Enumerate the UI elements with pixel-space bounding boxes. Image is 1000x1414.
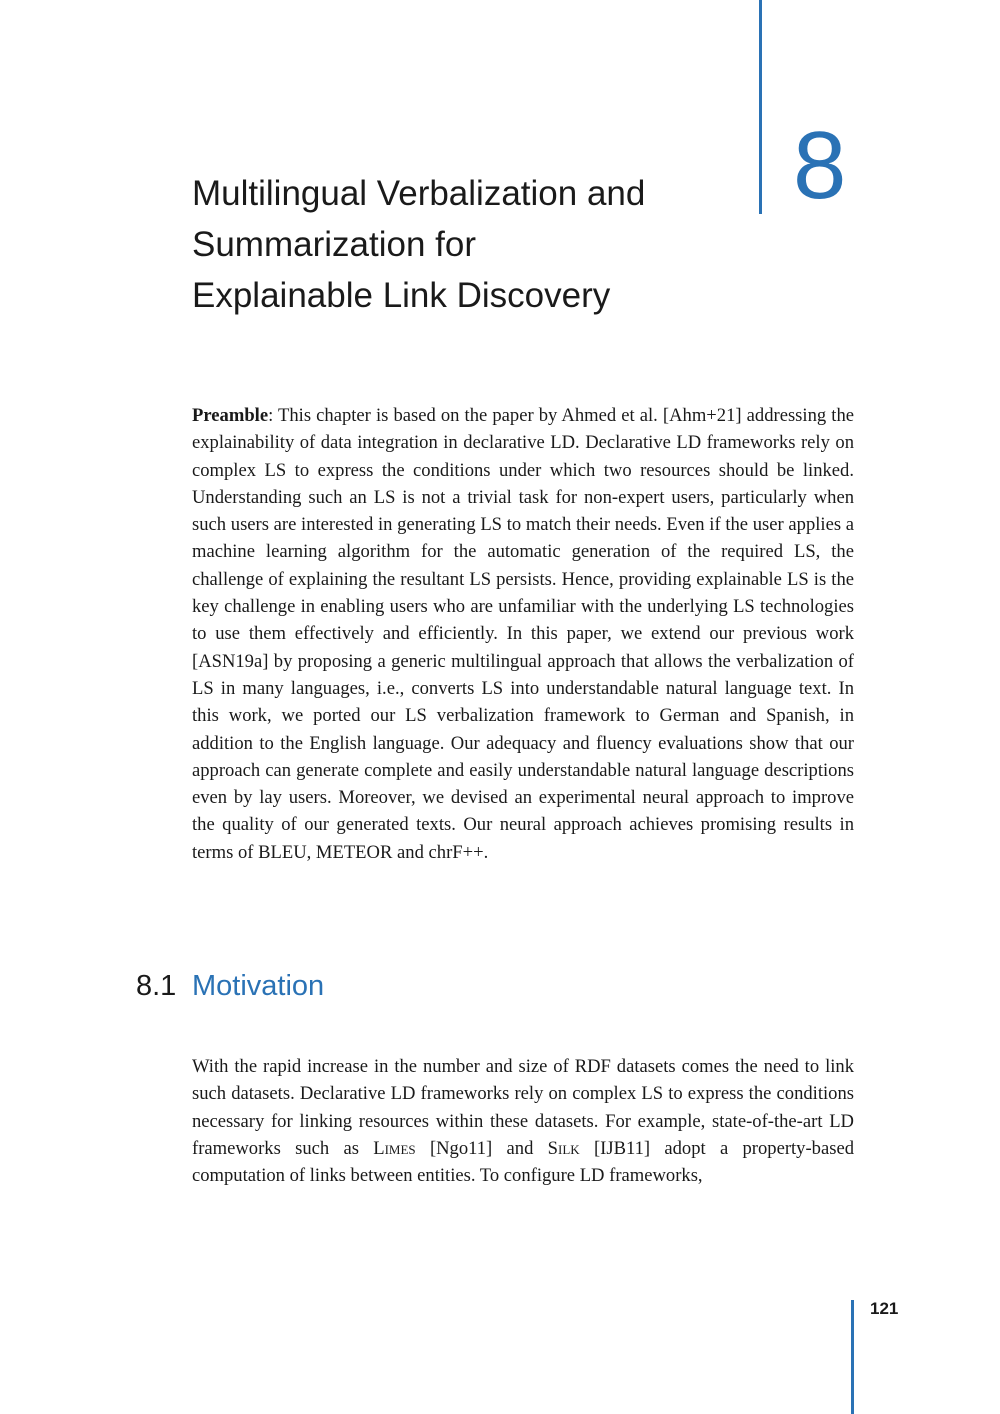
chapter-title [192, 168, 752, 321]
motivation-paragraph [192, 1053, 854, 1189]
section-heading [136, 966, 324, 1006]
silk-name: Silk [547, 1137, 580, 1159]
chapter-number: 8 [793, 112, 847, 219]
page-number: 121 [870, 1299, 899, 1318]
section-number: 8.1 [136, 970, 177, 1002]
motivation-text-part1: With the rapid increase in the number and size of RDF datasets comes the need to link such datasets. Declarative LD frameworks rely on complex LS to express the conditions necessary for linking resources within these datasets. For example, state-of-the-art LD frameworks such as [192, 1056, 854, 1159]
chapter-title-line: Multilingual Verbalization and [192, 174, 646, 213]
preamble-text: : This chapter is based on the paper by Ahmed et al. [Ahm+21] addressing the explainability of data integration in declarative LD. Declarative LD frameworks rely on complex LS to express the conditions under which two resources should be linked. Understanding such an LS is not a trivial task for non-expert users, particularly when such users are interested in generating LS to match their needs. Even if the user applies a machine learning algorithm for the automatic generation of the required LS, the challenge of explaining the resultant LS persists. Hence, providing explainable LS is the key challenge in enabling users who are unfamiliar with the underlying LS technologies to use them effectively and efficiently. In this paper, we extend our previous work [ASN19a] by proposing a generic multilingual approach that allows the verbalization of LS in many languages, i.e., converts LS into understandable natural language text. In this work, we ported our LS verbalization framework to German and Spanish, in addition to the English language. Our adequacy and fluency evaluations show that our approach can generate complete and easily understandable natural language descriptions even by lay users. Moreover, we devised an experimental neural approach to improve the quality of our generated texts. Our neural approach achieves promising results in terms of BLEU, METEOR and chrF++. [192, 405, 854, 863]
motivation-text-part3: [IJB11] adopt a property-based computation of links between entities. To configure LD frameworks, [192, 1137, 854, 1187]
chapter-title-line: Explainable Link Discovery [192, 276, 611, 315]
preamble-label: Preamble [192, 405, 269, 426]
chapter-title-line: Summarization for [192, 225, 476, 264]
page-number-rule [851, 1300, 854, 1414]
preamble-paragraph [192, 402, 854, 866]
chapter-vertical-rule [759, 0, 762, 214]
motivation-text-part2: [Ngo11] and [415, 1137, 548, 1159]
section-title: Motivation [192, 970, 325, 1002]
limes-name: Limes [373, 1137, 416, 1159]
